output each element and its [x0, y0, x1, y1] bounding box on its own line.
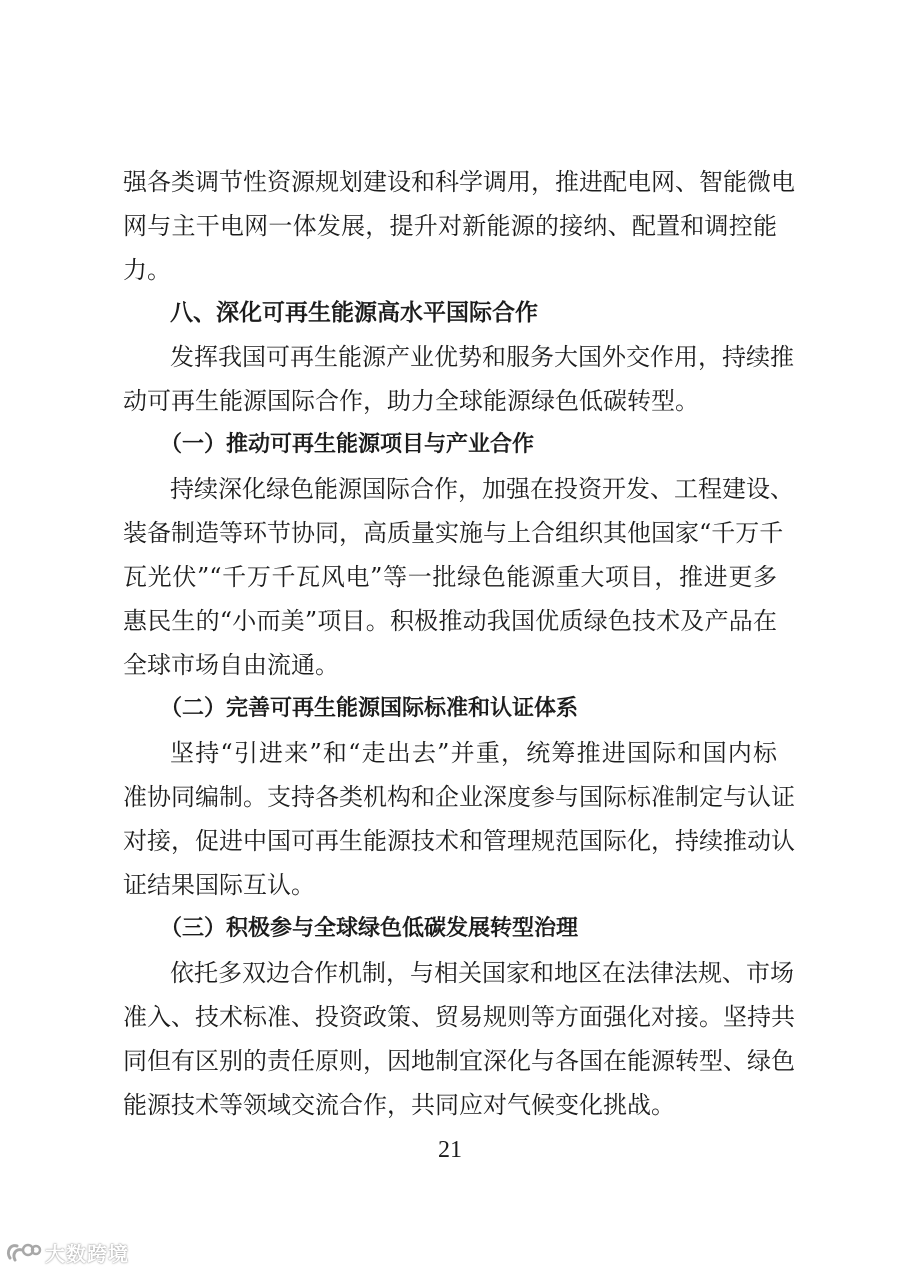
paragraph-line: 持续深化绿色能源国际合作，加强在投资开发、工程建设、	[170, 475, 794, 503]
section-heading: 八、深化可再生能源高水平国际合作	[170, 300, 538, 326]
watermark-logo-icon	[4, 1240, 42, 1266]
watermark-text: 大数跨境	[45, 1242, 129, 1266]
paragraph-line: 证结果国际互认。	[123, 871, 315, 899]
subsection-heading: （二）完善可再生能源国际标准和认证体系	[160, 696, 579, 721]
subsection-heading: （三）积极参与全球绿色低碳发展转型治理	[160, 916, 579, 941]
paragraph-line: 全球市场自由流通。	[123, 651, 339, 679]
paragraph-line: 能源技术等领域交流合作，共同应对气候变化挑战。	[123, 1091, 675, 1119]
paragraph-line: 惠民生的“小而美”项目。积极推动我国优质绿色技术及产品在	[123, 607, 777, 635]
paragraph-line: 瓦光伏”“千万千瓦风电”等一批绿色能源重大项目，推进更多	[123, 563, 777, 591]
paragraph-line: 同但有区别的责任原则，因地制宜深化与各国在能源转型、绿色	[123, 1047, 795, 1075]
paragraph-line: 发挥我国可再生能源产业优势和服务大国外交作用，持续推	[170, 343, 794, 371]
paragraph-line: 强各类调节性资源规划建设和科学调用，推进配电网、智能微电	[123, 168, 795, 196]
paragraph-line: 依托多双边合作机制，与相关国家和地区在法律法规、市场	[170, 959, 794, 987]
watermark	[4, 1238, 129, 1267]
paragraph-line: 坚持“引进来”和“走出去”并重，统筹推进国际和国内标	[170, 739, 777, 767]
paragraph-line: 动可再生能源国际合作，助力全球能源绿色低碳转型。	[123, 387, 699, 415]
paragraph-line: 力。	[123, 256, 171, 284]
paragraph-line: 网与主干电网一体发展，提升对新能源的接纳、配置和调控能	[123, 212, 777, 240]
paragraph-line: 装备制造等环节协同，高质量实施与上合组织其他国家“千万千	[123, 519, 784, 547]
paragraph-line: 准入、技术标准、投资政策、贸易规则等方面强化对接。坚持共	[123, 1003, 795, 1031]
page-number: 21	[438, 1137, 462, 1163]
paragraph-line: 准协同编制。支持各类机构和企业深度参与国际标准制定与认证	[123, 783, 795, 811]
paragraph-line: 对接，促进中国可再生能源技术和管理规范国际化，持续推动认	[123, 827, 795, 855]
subsection-heading: （一）推动可再生能源项目与产业合作	[160, 432, 535, 457]
